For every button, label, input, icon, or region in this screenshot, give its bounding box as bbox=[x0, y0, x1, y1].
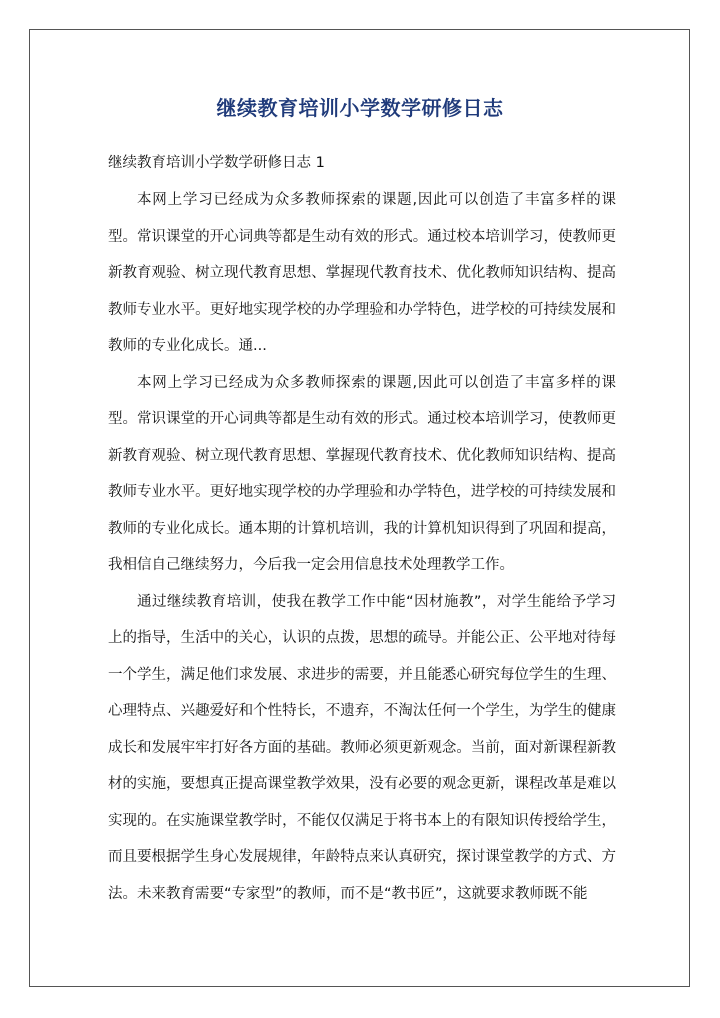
document-title: 继续教育培训小学数学研修日志 bbox=[216, 96, 504, 120]
document-subtitle: 继续教育培训小学数学研修日志 1 bbox=[108, 155, 325, 171]
paragraph-1: 本网上学习已经成为众多教师探索的课题,因此可以创造了丰富多样的课型。常识课堂的开心词典等都是生动有效的形式。通过校本培训学习，使教师更新教育观验、树立现代教育思想、掌握现代教育技术、优化教师知识结构、提高教师专业水平。更好地实现学校的办学理验和办学特色，进学校的可持续发展和教师的专业化成长。通... bbox=[108, 192, 616, 354]
paragraph-3: 通过继续教育培训，使我在教学工作中能“因材施教”，对学生能给予学习上的指导，生活中的关心，认识的点拨，思想的疏导。并能公正、公平地对待每一个学生，满足他们求发展、求进步的需要，并且能悉心研究每位学生的生理、心理特点、兴趣爱好和个性特长，不遗弃，不淘汰任何一个学生，为学生的健康成长和发展牢牢打好各方面的基础。教师必须更新观念。当前，面对新课程新教材的实施，要想真正提高课堂教学效果，没有必要的观念更新，课程改革是难以实现的。在实施课堂教学时，不能仅仅满足于将书本上的有限知识传授给学生，而且要根据学生身心发展规律，年龄特点来认真研究，探讨课堂教学的方式、方法。未来教育需要“专家型”的教师，而不是“教书匠”，这就要求教师既不能 bbox=[108, 593, 616, 902]
document-body bbox=[108, 150, 616, 912]
paragraph-2: 本网上学习已经成为众多教师探索的课题,因此可以创造了丰富多样的课型。常识课堂的开心词典等都是生动有效的形式。通过校本培训学习，使教师更新教育观验、树立现代教育思想、掌握现代教育技术、优化教师知识结构、提高教师专业水平。更好地实现学校的办学理验和办学特色，进学校的可持续发展和教师的专业化成长。通本期的计算机培训，我的计算机知识得到了巩固和提高，我相信自己继续努力，今后我一定会用信息技术处理教学工作。 bbox=[108, 374, 616, 573]
